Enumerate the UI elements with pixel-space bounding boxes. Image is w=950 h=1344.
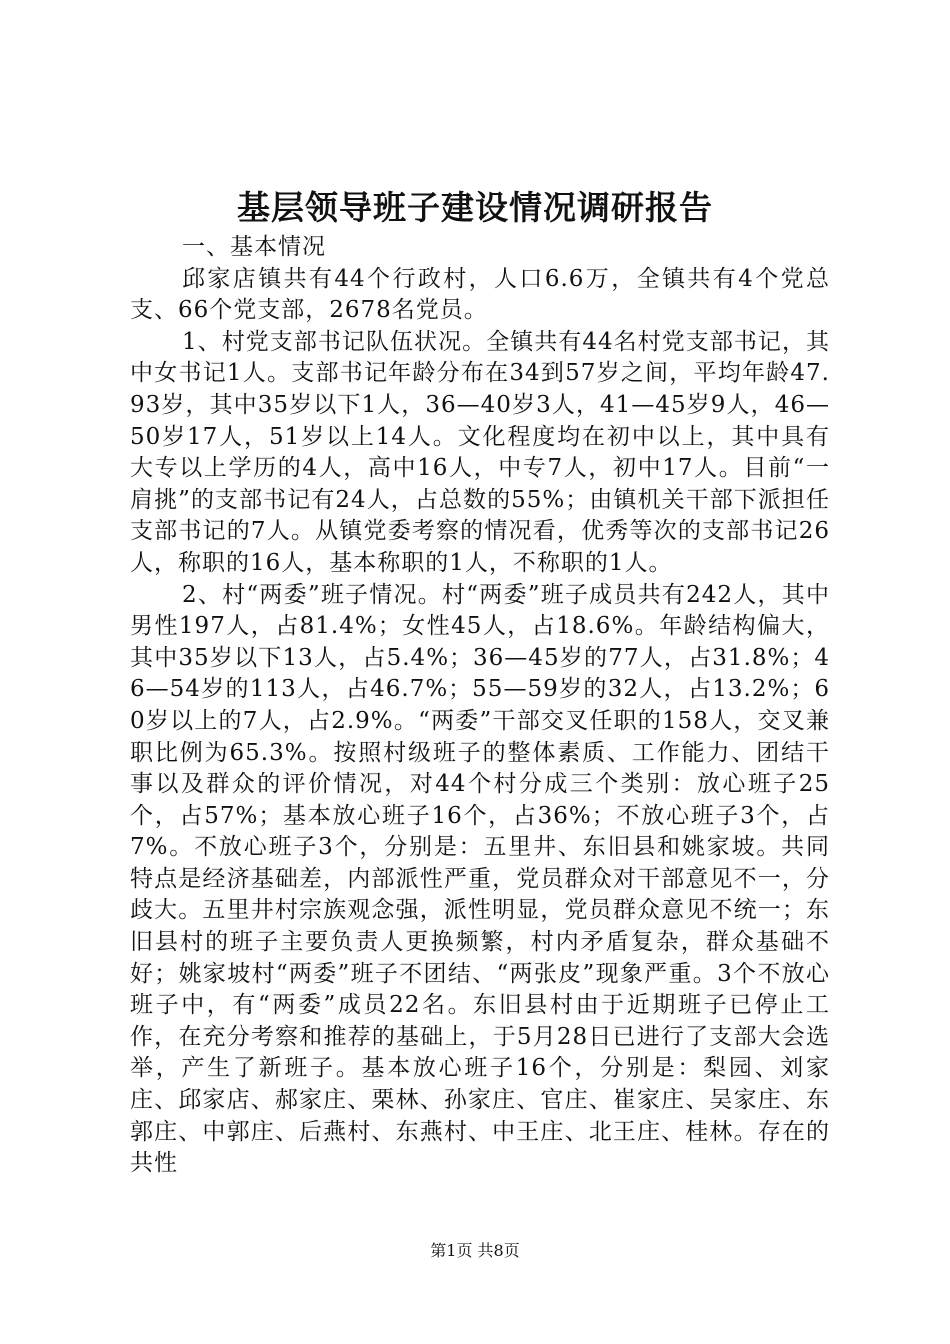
paragraph: 2、村“两委”班子情况。村“两委”班子成员共有242人，其中男性197人，占81.4%；女性45人，占18.6%。年龄结构偏大，其中35岁以下13人，占5.4%；36—45岁的77人，占31.8%；46—54岁的113人，占46.7%；55—59岁的32人，占13.2%；60岁以上的7人，占2.9%。“两委”干部交叉任职的158人，交叉兼职比例为65.3%。按照村级班子的整体素质、工作能力、团结干事以及群众的评价情况，对44个村分成三个类别：放心班子25个，占57%；基本放心班子16个，占36%；不放心班子3个，占7%。不放心班子3个，分别是：五里井、东旧县和姚家坡。共同特点是经济基础差，内部派性严重，党员群众对干部意见不一，分歧大。五里井村宗族观念强，派性明显，党员群众意见不统一；东旧县村的班子主要负责人更换频繁，村内矛盾复杂，群众基础不好；姚家坡村“两委”班子不团结、“两张皮”现象严重。3个不放心班子中，有“两委”成员22名。东旧县村由于近期班子已停止工作，在充分考察和推荐的基础上，于5月28日已进行了支部大会选举，产生了新班子。基本放心班子16个，分别是：梨园、刘家庄、邱家店、郝家庄、栗林、孙家庄、官庄、崔家庄、吴家庄、东郭庄、中郭庄、后燕村、东燕村、中王庄、北王庄、桂林。存在的共性: [130, 581, 830, 1177]
document-title: 基层领导班子建设情况调研报告: [237, 188, 713, 227]
paragraph: 邱家店镇共有44个行政村，人口6.6万，全镇共有4个党总支、66个党支部，2678名党员。: [130, 265, 830, 324]
page-number-footer: 第1页 共8页: [430, 1241, 520, 1260]
section-heading: 一、基本情况: [182, 234, 326, 260]
paragraph: 1、村党支部书记队伍状况。全镇共有44名村党支部书记，其中女书记1人。支部书记年龄分布在34到57岁之间，平均年龄47.93岁，其中35岁以下1人，36—40岁3人，41—45岁9人，46—50岁17人，51岁以上14人。文化程度均在初中以上，其中具有大专以上学历的4人，高中16人，中专7人，初中17人。目前“一肩挑”的支部书记有24人，占总数的55%；由镇机关干部下派担任支部书记的7人。从镇党委考察的情况看，优秀等次的支部书记26人，称职的16人，基本称职的1人，不称职的1人。: [130, 328, 830, 576]
document-body: [130, 232, 830, 1180]
